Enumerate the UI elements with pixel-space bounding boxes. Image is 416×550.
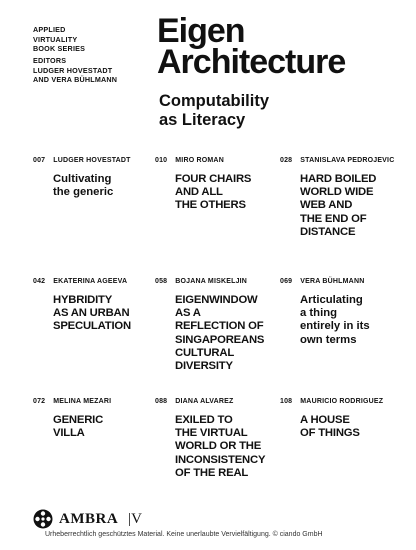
- book-subtitle: [159, 92, 269, 130]
- entry-title-line: Articulating: [300, 294, 363, 306]
- entry-author: LUDGER HOVESTADT: [53, 157, 131, 164]
- title-line: Eigen: [157, 12, 245, 50]
- contents-entry: [280, 398, 405, 440]
- series-info: [33, 25, 85, 54]
- editors-line: AND VERA BÜHLMANN: [33, 75, 118, 84]
- entry-title-line: GENERIC: [53, 414, 104, 426]
- entry-title-line: EIGENWINDOW: [175, 294, 258, 306]
- entry-title-line: FOUR CHAIRS: [175, 173, 252, 185]
- entry-title-line: AS A: [175, 307, 201, 320]
- entry-author: STANISLAVA PEDROJEVIC: [300, 157, 395, 164]
- entry-title-line: A HOUSE: [300, 414, 350, 426]
- entry-title: [175, 294, 280, 373]
- editors-label: EDITORS: [33, 56, 67, 65]
- contents-entry: [155, 398, 280, 480]
- entry-page: 072: [33, 398, 46, 405]
- entry-author: MAURICIO RODRIGUEZ: [300, 398, 384, 405]
- book-title: [157, 12, 346, 81]
- entry-title-line: own terms: [300, 333, 357, 346]
- contents-entry: [280, 278, 405, 347]
- entry-title-line: REFLECTION OF: [175, 320, 264, 333]
- entry-title-line: OF THE REAL: [175, 466, 249, 479]
- entry-page: 010: [155, 157, 168, 164]
- entry-author: VERA BÜHLMANN: [300, 278, 365, 285]
- subtitle-line: as Literacy: [159, 111, 246, 129]
- entry-title-line: Cultivating: [53, 173, 112, 185]
- contents-entry: [33, 157, 158, 199]
- editors-info: [33, 56, 117, 85]
- entry-title-line: the generic: [53, 186, 114, 199]
- entry-title-line: WORLD WIDE: [300, 186, 374, 199]
- entry-title-line: SINGAPOREANS: [175, 333, 265, 346]
- contents-entry: [33, 398, 158, 440]
- entry-title-line: CULTURAL: [175, 346, 235, 359]
- entry-page: 042: [33, 278, 46, 285]
- entry-title-line: THE OTHERS: [175, 199, 246, 212]
- contents-entry: [33, 278, 158, 334]
- entry-page: 058: [155, 278, 168, 285]
- entry-title: [53, 414, 158, 440]
- entry-title-line: entirely in its: [300, 320, 370, 333]
- entry-title-line: WEB AND: [300, 199, 353, 212]
- entry-title-line: a thing: [300, 307, 338, 320]
- entry-page: 088: [155, 398, 168, 405]
- entry-author: DIANA ALVAREZ: [175, 398, 234, 405]
- entry-title-line: SPECULATION: [53, 320, 131, 333]
- entry-title-line: EXILED TO: [175, 414, 233, 426]
- entry-page: 007: [33, 157, 46, 164]
- entry-page: 069: [280, 278, 293, 285]
- title-line: Architecture: [157, 43, 346, 81]
- contents-entry: [280, 157, 405, 239]
- contents-entry: [155, 278, 280, 373]
- entry-title-line: THE VIRTUAL: [175, 427, 248, 440]
- copyright-notice: Urheberrechtlich geschütztes Material. Keine unerlaubte Vervielfältigung. © ciando GmbH: [45, 531, 323, 538]
- entry-title-line: AS AN URBAN: [53, 307, 130, 320]
- entry-title: [175, 414, 280, 480]
- entry-title-line: WORLD OR THE: [175, 440, 262, 453]
- contents-entry: [155, 157, 280, 213]
- entry-title-line: AND ALL: [175, 186, 223, 199]
- publisher-logo: [33, 509, 142, 529]
- entry-title-line: HARD BOILED: [300, 173, 377, 185]
- entry-title-line: DIVERSITY: [175, 360, 233, 373]
- series-line: VIRTUALITY: [33, 34, 78, 44]
- entry-title-line: VILLA: [53, 427, 85, 440]
- entry-title-line: OF THINGS: [300, 427, 360, 440]
- series-line: BOOK SERIES: [33, 44, 86, 53]
- entry-title: [53, 294, 158, 334]
- entry-page: 108: [280, 398, 293, 405]
- entry-title-line: HYBRIDITY: [53, 294, 113, 306]
- entry-title: [300, 294, 405, 347]
- entry-author: MELINA MEZARI: [53, 398, 112, 405]
- publisher-suffix: |V: [128, 510, 143, 527]
- entry-author: MIRO ROMAN: [175, 157, 224, 164]
- series-line: APPLIED: [33, 25, 66, 34]
- entry-title: [300, 173, 405, 239]
- entry-author: BOJANA MISKELJIN: [175, 278, 248, 285]
- publisher-name: AMBRA: [59, 510, 119, 527]
- editors-line: LUDGER HOVESTADT: [33, 65, 113, 75]
- entry-title: [53, 173, 158, 199]
- entry-title-line: DISTANCE: [300, 225, 356, 238]
- ambra-logo-icon: [33, 509, 53, 529]
- entry-title-line: INCONSISTENCY: [175, 453, 266, 466]
- entry-title-line: THE END OF: [300, 212, 367, 225]
- entry-title: [300, 414, 405, 440]
- entry-page: 028: [280, 157, 293, 164]
- entry-author: EKATERINA AGEEVA: [53, 278, 128, 285]
- entry-title: [175, 173, 280, 213]
- subtitle-line: Computability: [159, 92, 269, 110]
